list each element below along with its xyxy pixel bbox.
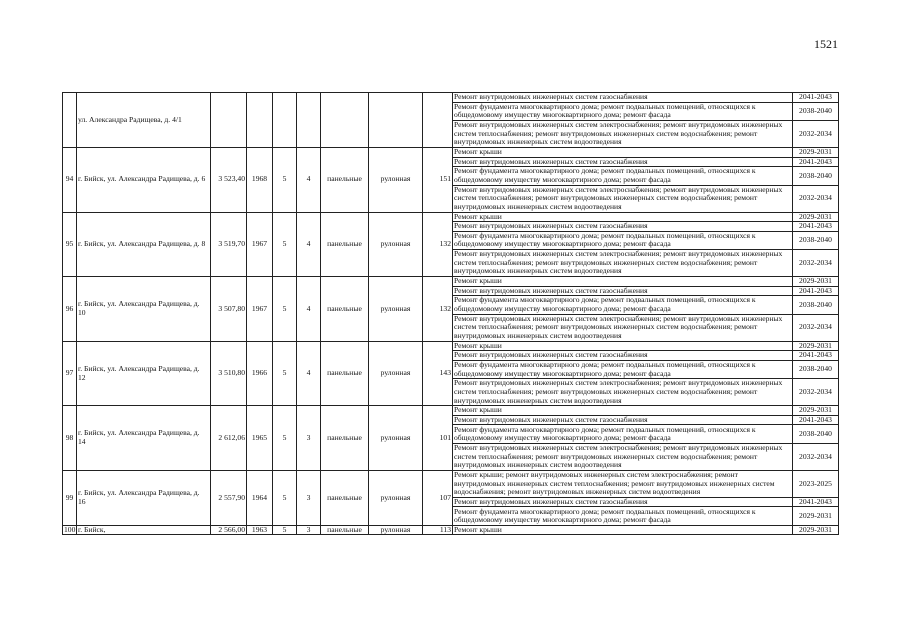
roof-type-cell: рулонная <box>369 277 423 342</box>
period-cell: 2038-2040 <box>793 296 839 314</box>
table-row <box>63 147 839 157</box>
period-cell: 2029-2031 <box>793 507 839 525</box>
work-type-cell: Ремонт фундамента многоквартирного дома; ремонт подвальных помещений, относящихся к общедомовому имуществу многоквартирного дома; ремонт фасада <box>453 102 793 120</box>
work-type-cell: Ремонт крыши <box>453 341 793 351</box>
area-cell: 3 507,80 <box>211 277 247 342</box>
work-type-cell: Ремонт фундамента многоквартирного дома; ремонт подвальных помещений, относящихся к общедомовому имуществу многоквартирного дома; ремонт фасада <box>453 360 793 378</box>
roof-type-cell <box>369 93 423 148</box>
work-type-cell: Ремонт крыши <box>453 406 793 416</box>
period-cell: 2032-2034 <box>793 250 839 277</box>
period-cell: 2032-2034 <box>793 120 839 147</box>
entrances-cell: 4 <box>297 277 321 342</box>
area-cell: 2 557,90 <box>211 470 247 525</box>
floors-cell: 5 <box>273 147 297 212</box>
row-number-cell: 96 <box>63 277 77 342</box>
period-cell: 2038-2040 <box>793 425 839 443</box>
period-cell: 2038-2040 <box>793 360 839 378</box>
year-built-cell: 1967 <box>247 212 273 277</box>
entrances-cell: 4 <box>297 341 321 406</box>
table-row <box>63 93 839 103</box>
wall-material-cell <box>321 93 369 148</box>
row-number-cell: 94 <box>63 147 77 212</box>
apartments-cell: 132 <box>423 277 453 342</box>
work-type-cell: Ремонт фундамента многоквартирного дома; ремонт подвальных помещений, относящихся к общедомовому имуществу многоквартирного дома; ремонт фасада <box>453 296 793 314</box>
work-type-cell: Ремонт внутридомовых инженерных систем газоснабжения <box>453 93 793 103</box>
period-cell: 2029-2031 <box>793 277 839 287</box>
period-cell: 2041-2043 <box>793 93 839 103</box>
work-type-cell: Ремонт крыши <box>453 525 793 535</box>
table-row <box>63 277 839 287</box>
area-cell: 2 612,06 <box>211 406 247 471</box>
table-row <box>63 525 839 535</box>
apartments-cell: 143 <box>423 341 453 406</box>
wall-material-cell: панельные <box>321 277 369 342</box>
period-cell: 2032-2034 <box>793 185 839 212</box>
work-type-cell: Ремонт крыши; ремонт внутридомовых инженерных систем электроснабжения; ремонт внутридомовых инженерных систем теплоснабжения; ремонт внутридомовых инженерных систем водоснабжения; ремонт внутридомовых инженерных систем водоотведения <box>453 470 793 497</box>
apartments-cell: 107 <box>423 470 453 525</box>
address-cell: г. Бийск, ул. Александра Радищева, д. 8 <box>77 212 211 277</box>
work-type-cell: Ремонт внутридомовых инженерных систем электроснабжения; ремонт внутридомовых инженерных систем теплоснабжения; ремонт внутридомовых инженерных систем водоснабжения; ремонт внутридомовых инженерных систем водоотведения <box>453 379 793 406</box>
area-cell: 3 510,80 <box>211 341 247 406</box>
floors-cell <box>273 93 297 148</box>
period-cell: 2041-2043 <box>793 351 839 361</box>
apartments-cell <box>423 93 453 148</box>
wall-material-cell: панельные <box>321 341 369 406</box>
apartments-cell: 113 <box>423 525 453 535</box>
floors-cell: 5 <box>273 525 297 535</box>
roof-type-cell: рулонная <box>369 147 423 212</box>
period-cell: 2038-2040 <box>793 102 839 120</box>
table-row <box>63 406 839 416</box>
apartments-cell: 101 <box>423 406 453 471</box>
period-cell: 2041-2043 <box>793 415 839 425</box>
table-row <box>63 212 839 222</box>
year-built-cell: 1965 <box>247 406 273 471</box>
area-cell <box>211 93 247 148</box>
address-cell: г. Бийск, ул. Александра Радищева, д. 12 <box>77 341 211 406</box>
period-cell: 2038-2040 <box>793 167 839 185</box>
area-cell: 2 566,00 <box>211 525 247 535</box>
area-cell: 3 519,70 <box>211 212 247 277</box>
floors-cell: 5 <box>273 406 297 471</box>
work-type-cell: Ремонт фундамента многоквартирного дома; ремонт подвальных помещений, относящихся к общедомовому имуществу многоквартирного дома; ремонт фасада <box>453 507 793 525</box>
year-built-cell: 1964 <box>247 470 273 525</box>
table-row <box>63 470 839 497</box>
row-number-cell: 100 <box>64 525 76 534</box>
roof-type-cell: рулонная <box>369 406 423 471</box>
period-cell: 2041-2043 <box>793 497 839 507</box>
entrances-cell: 4 <box>297 147 321 212</box>
capital-repair-table <box>62 92 839 535</box>
table-row <box>63 341 839 351</box>
work-type-cell: Ремонт фундамента многоквартирного дома; ремонт подвальных помещений, относящихся к общедомовому имуществу многоквартирного дома; ремонт фасада <box>453 167 793 185</box>
wall-material-cell: панельные <box>321 212 369 277</box>
work-type-cell: Ремонт крыши <box>453 212 793 222</box>
period-cell: 2032-2034 <box>793 443 839 470</box>
area-cell: 3 523,40 <box>211 147 247 212</box>
period-cell: 2029-2031 <box>793 147 839 157</box>
period-cell: 2032-2034 <box>793 379 839 406</box>
row-number-cell: 97 <box>63 341 77 406</box>
wall-material-cell: панельные <box>321 525 369 535</box>
roof-type-cell: рулонная <box>369 525 423 535</box>
work-type-cell: Ремонт внутридомовых инженерных систем газоснабжения <box>453 415 793 425</box>
period-cell: 2041-2043 <box>793 157 839 167</box>
work-type-cell: Ремонт внутридомовых инженерных систем электроснабжения; ремонт внутридомовых инженерных систем теплоснабжения; ремонт внутридомовых инженерных систем водоснабжения; ремонт внутридомовых инженерных систем водоотведения <box>453 185 793 212</box>
wall-material-cell: панельные <box>321 147 369 212</box>
period-cell: 2038-2040 <box>793 231 839 249</box>
work-type-cell: Ремонт фундамента многоквартирного дома; ремонт подвальных помещений, относящихся к общедомовому имуществу многоквартирного дома; ремонт фасада <box>453 231 793 249</box>
address-cell: г. Бийск, ул. Александра Радищева, д. 14 <box>77 406 211 471</box>
floors-cell: 5 <box>273 341 297 406</box>
period-cell: 2032-2034 <box>793 314 839 341</box>
work-type-cell: Ремонт фундамента многоквартирного дома; ремонт подвальных помещений, относящихся к общедомовому имуществу многоквартирного дома; ремонт фасада <box>453 425 793 443</box>
period-cell: 2029-2031 <box>793 525 839 535</box>
floors-cell: 5 <box>273 470 297 525</box>
page-number: 1521 <box>814 37 838 51</box>
work-type-cell: Ремонт внутридомовых инженерных систем газоснабжения <box>453 222 793 232</box>
address-cell: ул. Александра Радищева, д. 4/1 <box>77 93 211 148</box>
address-cell: г. Бийск, ул. Александра Радищева, д. 6 <box>77 147 211 212</box>
roof-type-cell: рулонная <box>369 470 423 525</box>
year-built-cell <box>247 93 273 148</box>
entrances-cell: 3 <box>297 470 321 525</box>
period-cell: 2023-2025 <box>793 470 839 497</box>
apartments-cell: 151 <box>423 147 453 212</box>
work-type-cell: Ремонт крыши <box>453 147 793 157</box>
year-built-cell: 1967 <box>247 277 273 342</box>
floors-cell: 5 <box>273 212 297 277</box>
floors-cell: 5 <box>273 277 297 342</box>
address-cell: г. Бийск, <box>77 525 211 535</box>
apartments-cell: 132 <box>423 212 453 277</box>
period-cell: 2041-2043 <box>793 222 839 232</box>
wall-material-cell: панельные <box>321 470 369 525</box>
row-number-cell: 95 <box>63 212 77 277</box>
roof-type-cell: рулонная <box>369 341 423 406</box>
wall-material-cell: панельные <box>321 406 369 471</box>
entrances-cell: 3 <box>297 406 321 471</box>
entrances-cell <box>297 93 321 148</box>
row-number-cell: 99 <box>63 470 77 525</box>
work-type-cell: Ремонт внутридомовых инженерных систем газоснабжения <box>453 286 793 296</box>
table-body <box>63 93 839 535</box>
work-type-cell: Ремонт внутридомовых инженерных систем электроснабжения; ремонт внутридомовых инженерных систем теплоснабжения; ремонт внутридомовых инженерных систем водоснабжения; ремонт внутридомовых инженерных систем водоотведения <box>453 443 793 470</box>
work-type-cell: Ремонт внутридомовых инженерных систем электроснабжения; ремонт внутридомовых инженерных систем теплоснабжения; ремонт внутридомовых инженерных систем водоснабжения; ремонт внутридомовых инженерных систем водоотведения <box>453 314 793 341</box>
period-cell: 2029-2031 <box>793 406 839 416</box>
roof-type-cell: рулонная <box>369 212 423 277</box>
entrances-cell: 3 <box>297 525 321 535</box>
period-cell: 2041-2043 <box>793 286 839 296</box>
work-type-cell: Ремонт внутридомовых инженерных систем электроснабжения; ремонт внутридомовых инженерных систем теплоснабжения; ремонт внутридомовых инженерных систем водоснабжения; ремонт внутридомовых инженерных систем водоотведения <box>453 120 793 147</box>
address-cell: г. Бийск, ул. Александра Радищева, д. 10 <box>77 277 211 342</box>
work-type-cell: Ремонт внутридомовых инженерных систем газоснабжения <box>453 351 793 361</box>
work-type-cell: Ремонт внутридомовых инженерных систем электроснабжения; ремонт внутридомовых инженерных систем теплоснабжения; ремонт внутридомовых инженерных систем водоснабжения; ремонт внутридомовых инженерных систем водоотведения <box>453 250 793 277</box>
work-type-cell: Ремонт внутридомовых инженерных систем газоснабжения <box>453 157 793 167</box>
year-built-cell: 1963 <box>247 525 273 535</box>
entrances-cell: 4 <box>297 212 321 277</box>
work-type-cell: Ремонт крыши <box>453 277 793 287</box>
row-number-cell <box>63 93 77 148</box>
period-cell: 2029-2031 <box>793 212 839 222</box>
work-type-cell: Ремонт внутридомовых инженерных систем газоснабжения <box>453 497 793 507</box>
period-cell: 2029-2031 <box>793 341 839 351</box>
year-built-cell: 1968 <box>247 147 273 212</box>
year-built-cell: 1966 <box>247 341 273 406</box>
row-number-cell: 98 <box>63 406 77 471</box>
address-cell: г. Бийск, ул. Александра Радищева, д. 16 <box>77 470 211 525</box>
